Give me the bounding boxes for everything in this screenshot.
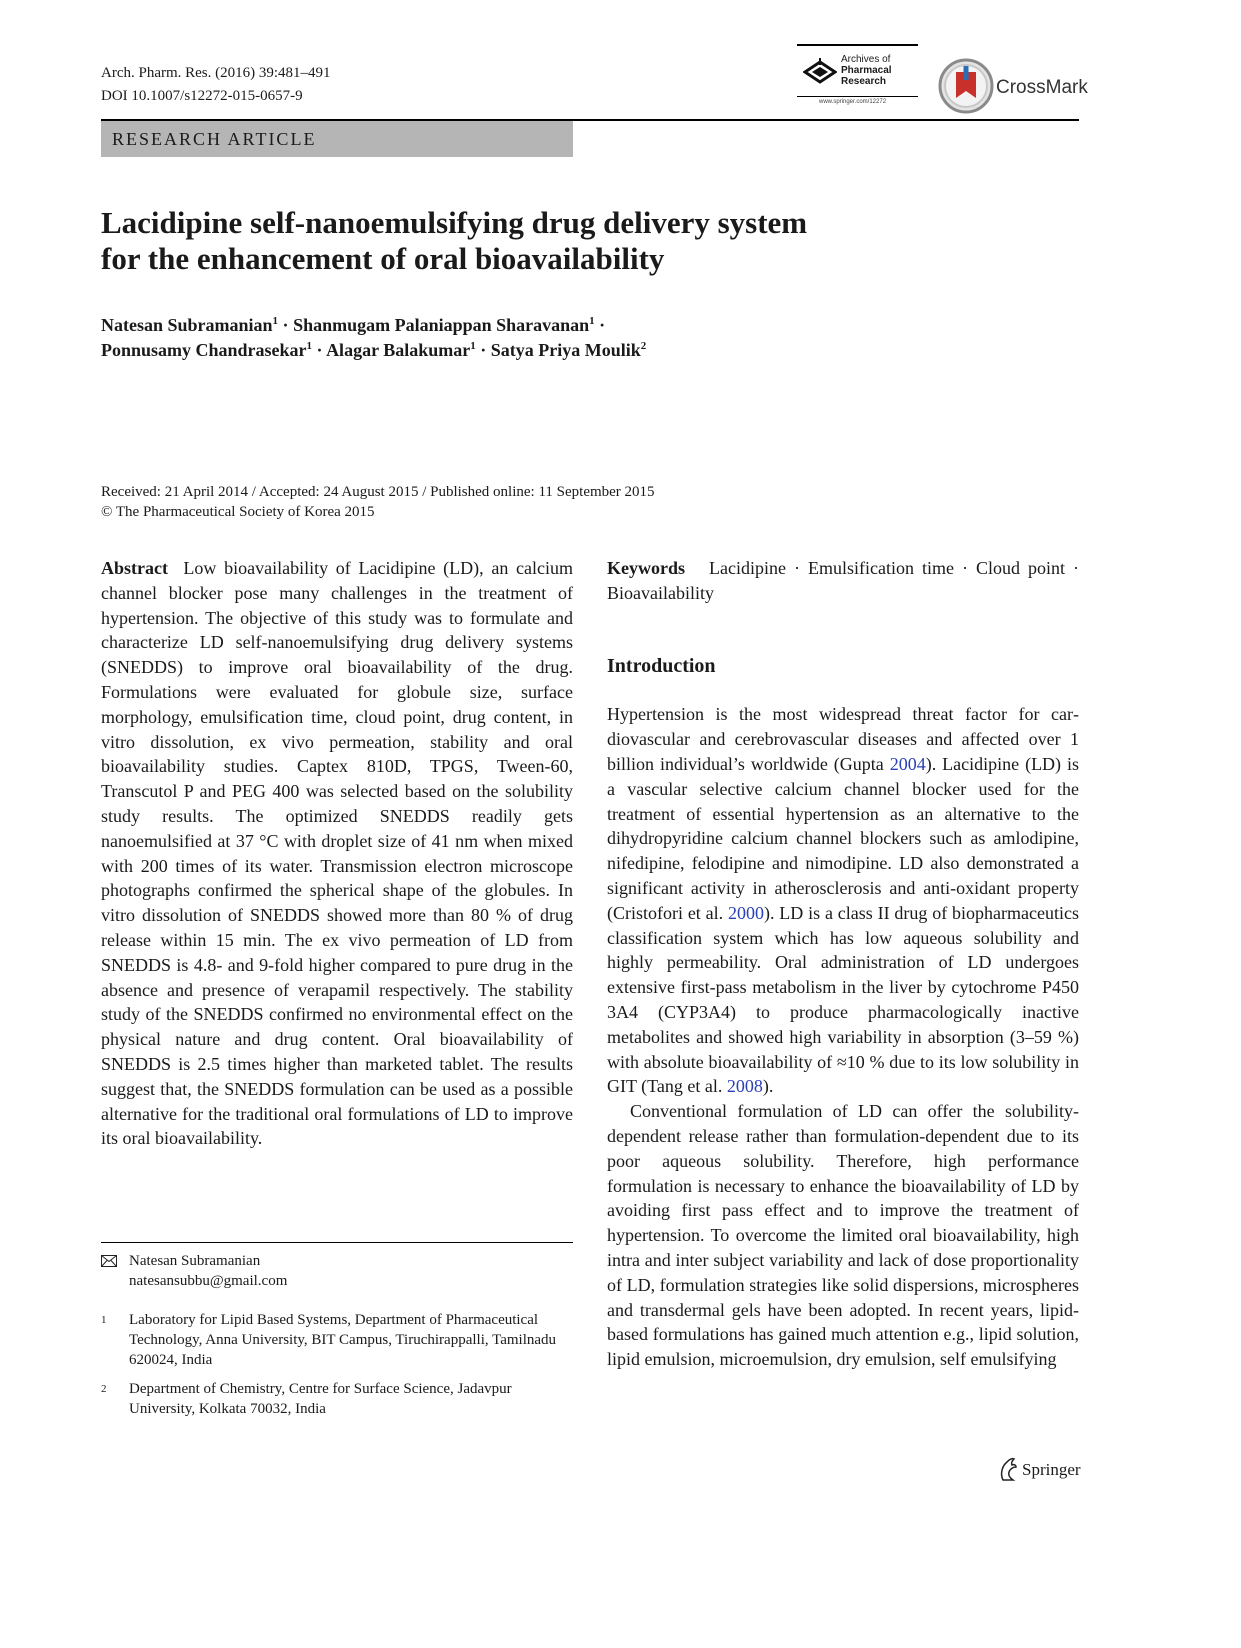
keywords bbox=[607, 556, 1079, 606]
author-name[interactable]: Ponnusamy Chandrasekar bbox=[101, 340, 307, 360]
logo-line-3: Research bbox=[841, 76, 887, 87]
body-column bbox=[607, 556, 1079, 1372]
author-separator: · bbox=[312, 340, 327, 360]
affiliation-1-mark: 1 bbox=[101, 1314, 107, 1326]
corresponding-email[interactable]: natesansubbu@gmail.com bbox=[129, 1273, 288, 1289]
affiliation-superscript: 1 bbox=[470, 340, 476, 352]
crossmark-badge[interactable] bbox=[938, 58, 1088, 114]
author-separator: · bbox=[475, 340, 491, 360]
affiliation-2-text: Department of Chemistry, Centre for Surface Science, Jadavpur University, Kolkata 70032, India bbox=[129, 1381, 512, 1417]
intro-p1-text-b: ). Lacidipine (LD) is a vascular selective calcium channel blocker used for the treatment of essential hypertension as an alternative to the dihydropyridine calcium channel blockers such as amlodipine, nifedipine, felodipine and nimodipine. LD also demonstrated a significant activity in atherosclerosis and anti-oxidant property (Cristofori et al. bbox=[607, 753, 1079, 923]
author-name[interactable]: Alagar Balakumar bbox=[326, 340, 471, 360]
introduction-heading: Introduction bbox=[607, 654, 716, 677]
crossmark-icon bbox=[938, 58, 994, 114]
affiliation-1-text: Laboratory for Lipid Based Systems, Department of Pharmaceutical Technology, Anna University, BIT Campus, Tiruchirappalli, Tamilnadu 620024, India bbox=[129, 1312, 557, 1368]
author-separator: · bbox=[594, 315, 606, 335]
affiliation-superscript: 2 bbox=[640, 340, 647, 352]
author-list bbox=[101, 313, 646, 363]
footnotes bbox=[101, 1251, 573, 1419]
abstract-column bbox=[101, 556, 573, 1151]
springer-horse-icon bbox=[997, 1456, 1019, 1482]
corresponding-name: Natesan Subramanian bbox=[129, 1253, 261, 1269]
envelope-icon bbox=[101, 1255, 117, 1267]
doi-line[interactable]: DOI 10.1007/s12272-015-0657-9 bbox=[101, 88, 303, 104]
title-line-1: Lacidipine self-nanoemulsifying drug delivery system bbox=[101, 205, 808, 240]
author-name[interactable]: Natesan Subramanian bbox=[101, 315, 273, 335]
journal-url[interactable]: www.springer.com/12272 bbox=[819, 99, 887, 105]
keywords-text: Lacidipine · Emulsification time · Cloud point · Bioavailability bbox=[607, 558, 1080, 603]
author-line-2 bbox=[101, 338, 646, 363]
author-separator: · bbox=[278, 315, 294, 335]
copyright-line: © The Pharmaceutical Society of Korea 2015 bbox=[101, 504, 375, 520]
intro-paragraph-1 bbox=[607, 702, 1079, 1099]
intro-p1-text-c: ). LD is a class II drug of biopharmaceutics classification system which has low aqueous solubility and highly permeability. Oral administration of LD undergoes extensive first-pass metabolism in the liver by cytochrome P450 3A4 (CYP3A4) to produce pharmacologically inactive metabolites and showed high variability in absorption (3–59 %) with absolute bioavailability of ≈10 % due to its low solubility in GIT (Tang et al. bbox=[607, 902, 1079, 1097]
affiliation-superscript: 1 bbox=[306, 340, 313, 352]
logo-line-1: Archives of bbox=[841, 54, 891, 65]
title-line-2: for the enhancement of oral bioavailability bbox=[101, 241, 665, 276]
author-name[interactable]: Satya Priya Moulik bbox=[490, 340, 641, 360]
author-line-1 bbox=[101, 313, 646, 338]
affiliation-2-mark: 2 bbox=[101, 1383, 107, 1395]
publication-dates bbox=[101, 482, 655, 522]
corresponding-author bbox=[101, 1251, 573, 1291]
affiliation-2 bbox=[101, 1379, 573, 1419]
journal-logo[interactable] bbox=[797, 44, 918, 106]
publisher-name: Springer bbox=[1022, 1460, 1081, 1479]
affiliation-superscript: 1 bbox=[589, 315, 595, 327]
intro-p1-text-a: Hypertension is the most widespread threat factor for cardiovascular and cerebrovascular diseases and affected over 1 billion individual’s worldwide (Gupta bbox=[607, 704, 1079, 774]
citation-link[interactable]: 2004 bbox=[889, 753, 926, 774]
citation-link[interactable]: 2000 bbox=[727, 902, 764, 923]
keywords-heading: Keywords bbox=[607, 558, 685, 578]
open-book-icon bbox=[803, 56, 837, 86]
logo-top-rule bbox=[797, 44, 918, 46]
abstract-heading: Abstract bbox=[101, 558, 168, 578]
dates-line: Received: 21 April 2014 / Accepted: 24 August 2015 / Published online: 11 September 2015 bbox=[101, 484, 655, 500]
journal-citation bbox=[101, 62, 331, 108]
citation-link[interactable]: 2008 bbox=[726, 1076, 763, 1097]
intro-paragraph-2: Conventional formulation of LD can offer the solubility-dependent release rather than formulation-dependent due to its poor aqueous solubility. Therefore, high performance formulation is necessary to enhance the bioavailability of LD by avoiding first pass effect and to improve the treatment of hypertension. To overcome the limited oral bioavailability, high intra and inter subject variability and lack of dose proportionality of LD, formulation strategies like solid dispersions, microspheres and transdermal gels have been adopted. In recent years, lipid-based formulations has gained much attention e.g., lipid solution, lipid emulsion, microemulsion, dry emulsion, self emulsifying bbox=[607, 1101, 1079, 1370]
article-title bbox=[101, 205, 1001, 277]
article-type-label: RESEARCH ARTICLE bbox=[112, 129, 317, 149]
logo-line-2: Pharmacal bbox=[841, 65, 892, 76]
journal-line: Arch. Pharm. Res. (2016) 39:481–491 bbox=[101, 65, 331, 81]
affiliation-1 bbox=[101, 1310, 573, 1370]
crossmark-label: CrossMark bbox=[996, 77, 1088, 98]
abstract-paragraph bbox=[101, 556, 573, 1151]
logo-bottom-rule bbox=[797, 96, 918, 97]
abstract-text: Low bioavailability of Lacidipine (LD), an calcium channel blocker pose many challenges in the treatment of hypertension. The objective of this study was to formulate and characterize LD self-nanoemulsifying drug delivery systems (SNEDDS) to improve oral bioavailability of the drug. Formulations were evaluated for globule size, surface morphology, emulsification time, cloud point, drug content, in vitro dissolution, ex vivo permeation, stability and oral bioavailability studies. Captex 810D, TPGS, Tween-60, Transcutol P and PEG 400 was selected based on the solubility study results. The optimized SNEDDS readily gets nanoemulsified at 37 °C with droplet size of 41 nm when mixed with 200 times of its water. Transmission electron microscope photographs confirmed the spherical shape of the globules. In vitro dissolution of SNEDDS showed more than 80 % of drug release within 15 min. The ex vivo permeation of LD from SNEDDS is 4.8- and 9-fold higher compared to pure drug in the absence and presence of verapamil respectively. The stability study of the SNEDDS confirmed no environmental effect on the physical nature and drug content. Oral bioavailability of SNEDDS is 2.5 times higher than marketed tablet. The results suggest that, the SNEDDS formulation can be used as a possible alternative for the traditional oral formulations of LD to improve its oral bioavailability. bbox=[101, 558, 574, 1149]
intro-p1-text-d: ). bbox=[762, 1076, 774, 1097]
journal-logo-text bbox=[841, 54, 892, 87]
footnote-rule bbox=[101, 1242, 573, 1243]
author-name[interactable]: Shanmugam Palaniappan Sharavanan bbox=[293, 315, 590, 335]
affiliation-superscript: 1 bbox=[272, 315, 279, 327]
